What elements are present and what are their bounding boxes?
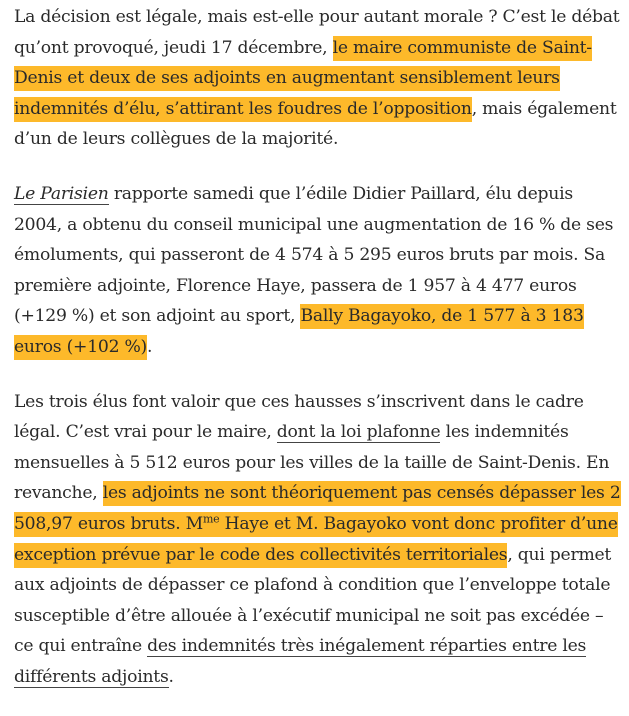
legal-text: Les trois élus font valoir que ces hausses s’inscrivent dans le cadre légal. C’est vrai pour le maire, xyxy=(14,391,584,443)
intro-text: La décision est légale, mais est-elle pour autant morale ? C’est le débat qu’ont provoqué, jeudi 17 décembre, xyxy=(14,7,620,58)
highlighted-quote: le maire communiste de Saint-Denis et deux de ses adjoints en augmentant sensiblement leurs indemnités d’élu, s’attirant les foudres de l’opposition xyxy=(14,36,592,122)
exception-text-b: Haye et M. Bagayoko vont donc profiter d’une exception prévue par le code des collectivités territoriales xyxy=(14,513,618,565)
paragraph-legal xyxy=(14,387,626,693)
legal-text-end: . xyxy=(168,666,174,687)
le-parisien-link[interactable]: Le Parisien xyxy=(14,183,109,204)
paragraph-salaries xyxy=(14,179,626,363)
madame-abbrev: me xyxy=(202,512,220,526)
legal-text-post: , qui permet aux adjoints de dépasser ce plafond à condition que l’enveloppe totale susceptible d’être allouée à l’exécutif municipal ne soit pas excédée – ce qui entraîne xyxy=(14,544,612,657)
article-body xyxy=(14,2,626,716)
salaries-text: rapporte samedi que l’édile Didier Paillard, élu depuis 2004, a obtenu du conseil municipal une augmentation de 16 % de ses émoluments, qui passeront de 4 574 à 5 295 euros bruts par mois. Sa première adjointe, Florence Haye, passera de 1 957 à 4 477 euros (+129 %) et son adjoint au sport, xyxy=(14,183,614,327)
paragraph-intro xyxy=(14,2,626,155)
law-cap-link[interactable]: dont la loi plafonne xyxy=(276,422,441,443)
legal-text-mid: les indemnités mensuelles à 5 512 euros pour les villes de la taille de Saint-Denis. En revanche, xyxy=(14,422,610,504)
salaries-text-end: . xyxy=(147,336,153,357)
unequal-indemnities-link[interactable]: des indemnités très inégalement réparties entre les différents adjoints xyxy=(14,636,587,687)
intro-text-end: , mais également d’un de leurs collègues de la majorité. xyxy=(14,98,617,150)
exception-text-a: les adjoints ne sont théoriquement pas censés dépasser les 2 508,97 euros bruts. M xyxy=(14,483,621,534)
highlighted-bagayoko: Bally Bagayoko, de 1 577 à 3 183 euros (+102 %) xyxy=(14,304,584,360)
